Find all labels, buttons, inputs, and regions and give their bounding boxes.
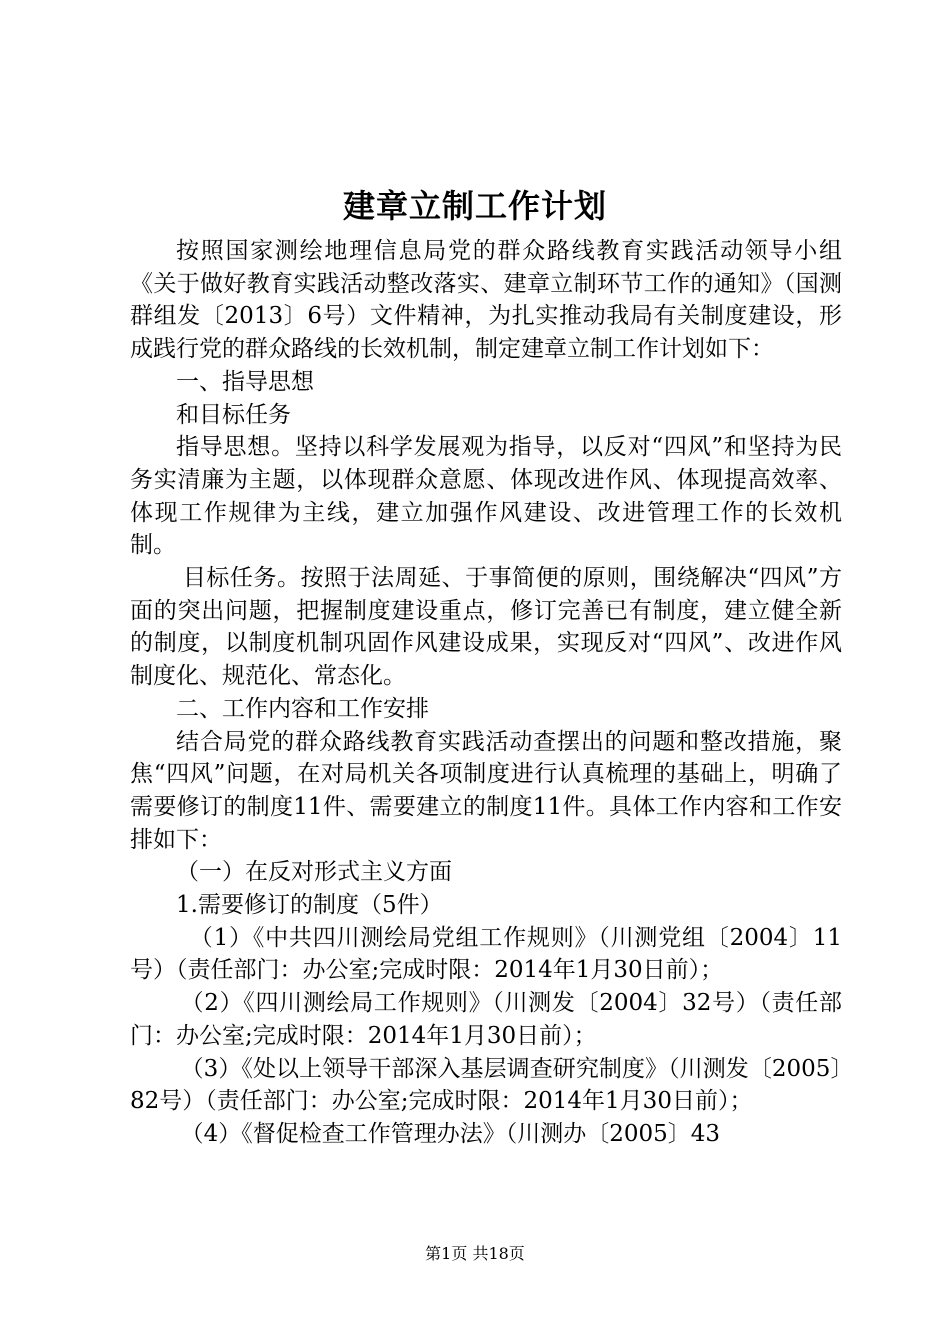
heading-guiding-ideology: 一、指导思想	[176, 368, 314, 395]
document-title: 建章立制工作计划	[342, 187, 607, 225]
heading-formalism: （一）在反对形式主义方面	[176, 859, 452, 886]
list-item-1: （1）《中共四川测绘局党组工作规则》（川测党组〔2004〕11号）（责任部门：办公室;完成时限：2014年1月30日前）；	[130, 924, 842, 984]
heading-work-content: 二、工作内容和工作安排	[176, 695, 429, 722]
paragraph-guiding-ideology: 指导思想。坚持以科学发展观为指导，以反对“四风”和坚持为民务实清廉为主题，以体现群众意愿、体现改进作风、体现提高效率、体现工作规律为主线，建立加强作风建设、改进管理工作的长效机制。	[130, 434, 842, 559]
list-item-4: （4）《督促检查工作管理办法》（川测办〔2005〕43	[180, 1120, 721, 1147]
paragraph-intro: 按照国家测绘地理信息局党的群众路线教育实践活动领导小组《关于做好教育实践活动整改落实、建章立制环节工作的通知》（国测群组发〔2013〕6号）文件精神，为扎实推动我局有关制度建设，形成践行党的群众路线的长效机制，制定建章立制工作计划如下：	[130, 238, 842, 363]
list-item-3: （3）《处以上领导干部深入基层调查研究制度》（川测发〔2005〕82号）（责任部门：办公室;完成时限：2014年1月30日前）；	[130, 1055, 842, 1115]
heading-revise-rules: 1.需要修订的制度（5件）	[176, 892, 443, 919]
paragraph-work-content: 结合局党的群众路线教育实践活动查摆出的问题和整改措施，聚焦“四风”问题，在对局机关各项制度进行认真梳理的基础上，明确了需要修订的制度11件、需要建立的制度11件。具体工作内容和工作安排如下：	[130, 728, 842, 853]
heading-goals-tasks: 和目标任务	[176, 401, 291, 428]
document-body	[130, 235, 842, 1151]
list-item-2: （2）《四川测绘局工作规则》（川测发〔2004〕32号）（责任部门：办公室;完成时限：2014年1月30日前）；	[130, 990, 842, 1049]
paragraph-goals-tasks: 目标任务。按照于法周延、于事简便的原则，围绕解决“四风”方面的突出问题，把握制度建设重点，修订完善已有制度，建立健全新的制度，以制度机制巩固作风建设成果，实现反对“四风”、改进作风制度化、规范化、常态化。	[130, 565, 842, 690]
page-number-footer: 第1页 共18页	[425, 1244, 525, 1263]
